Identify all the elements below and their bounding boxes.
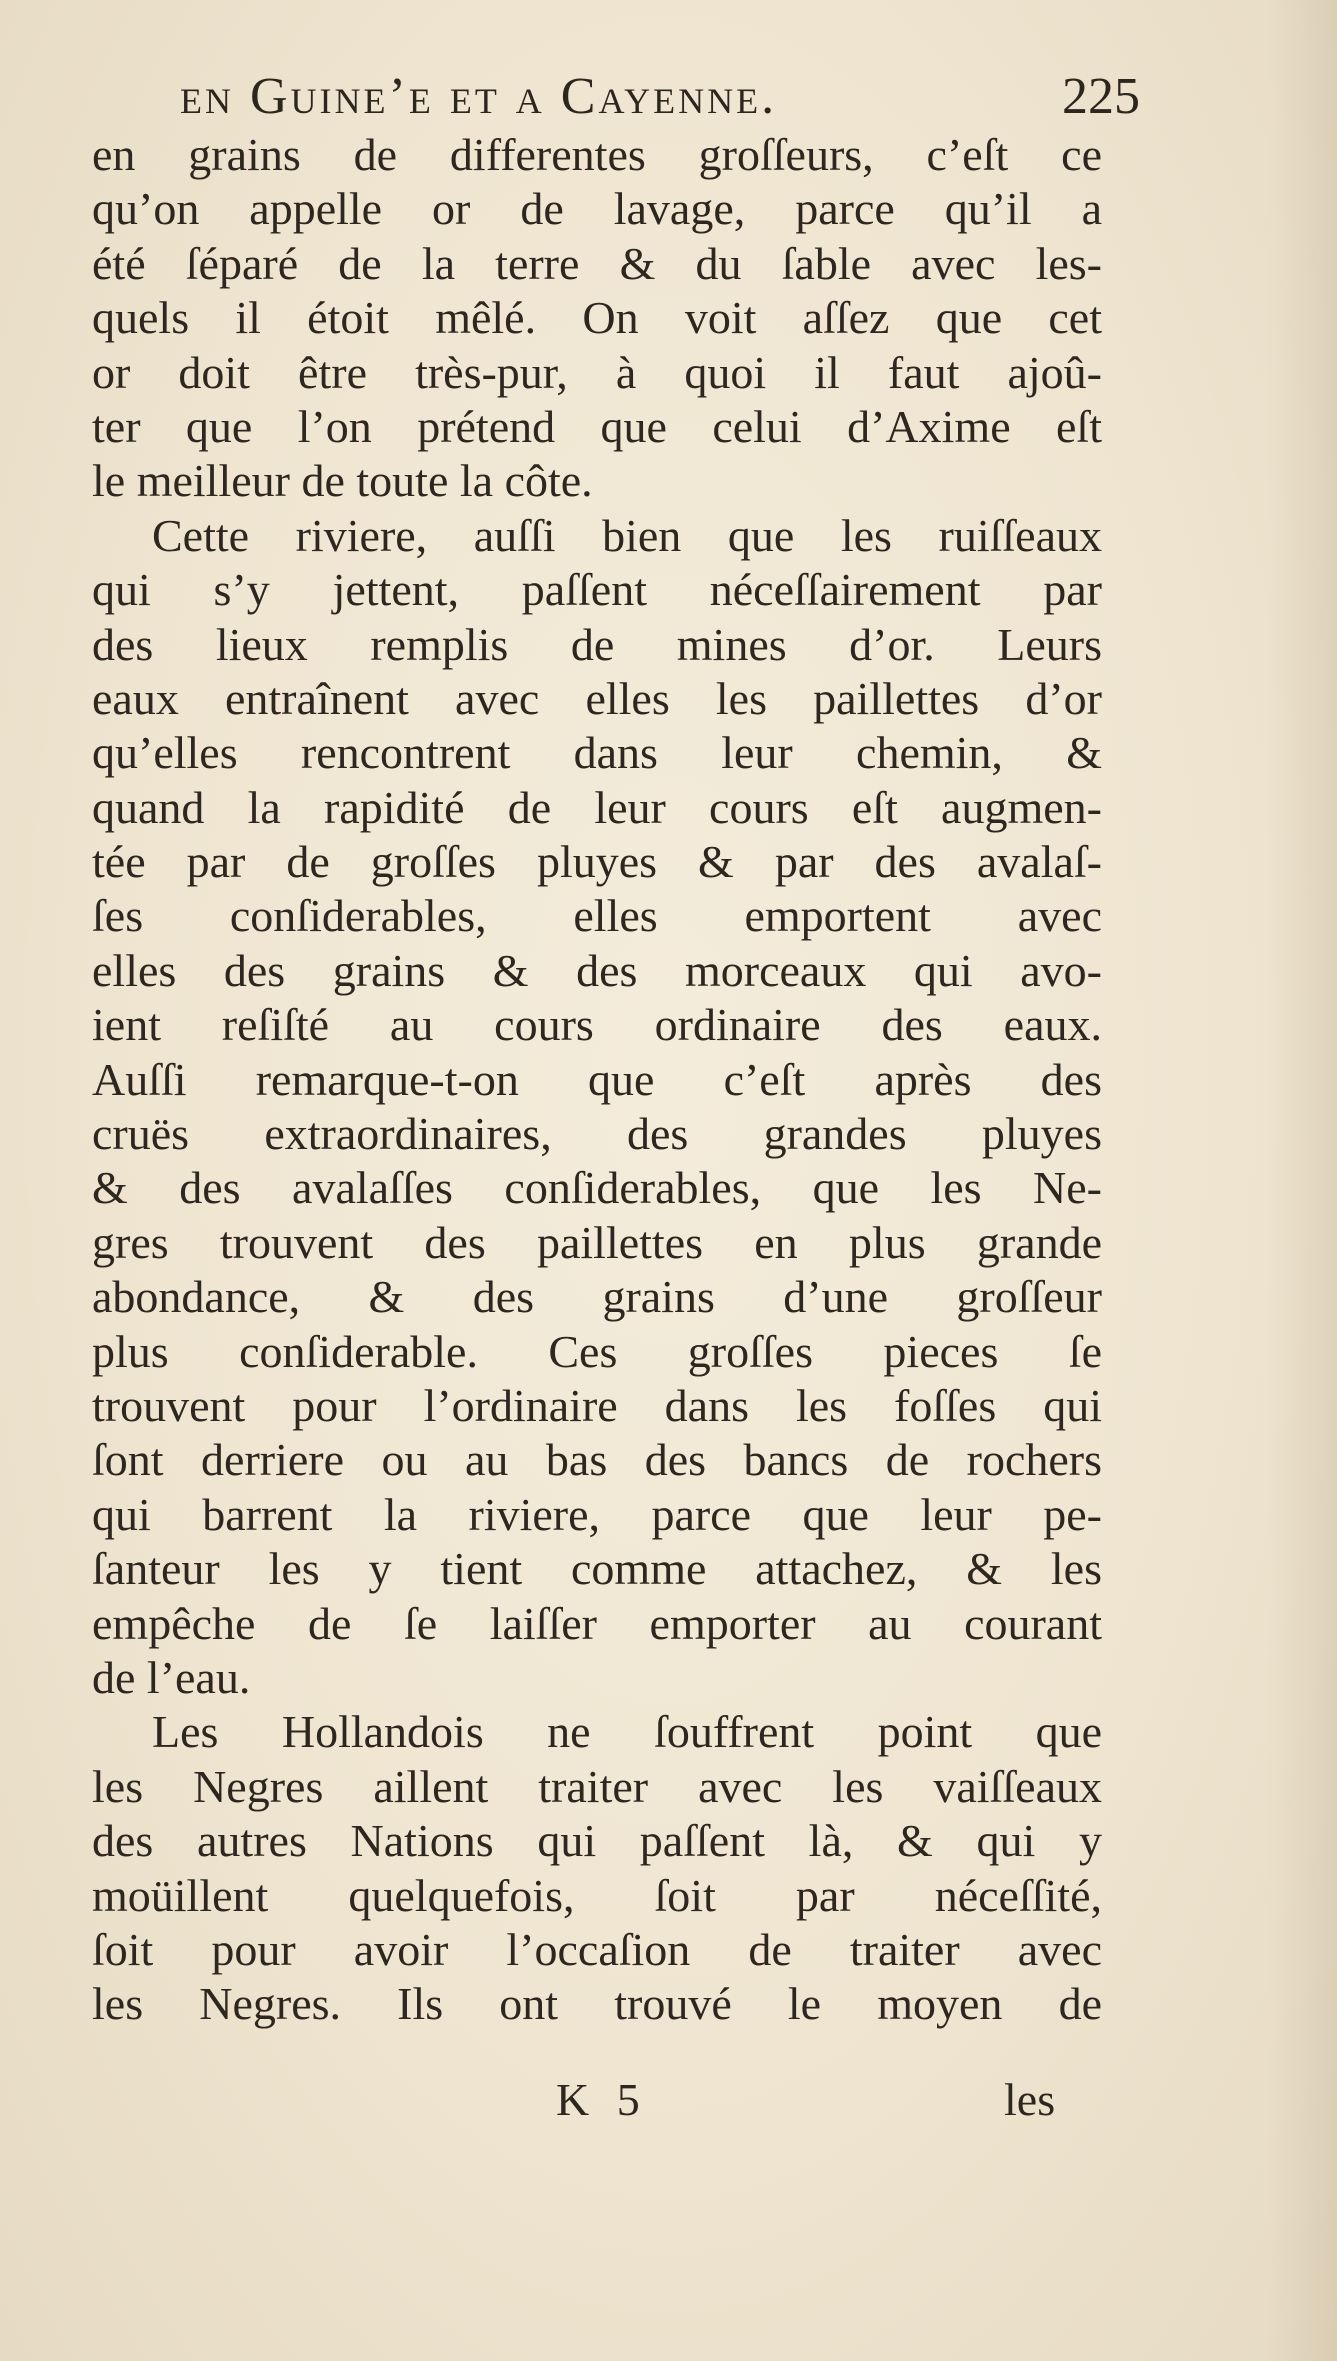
text-line: tée par de groſſes pluyes & par des avalaſ- <box>92 836 1102 888</box>
text-line: des autres Nations qui paſſent là, & qui y <box>92 1815 1102 1867</box>
page-number: 225 <box>1062 68 1140 125</box>
running-title: en Guine’e et a Cayenne. <box>180 68 778 125</box>
page-footer <box>0 2070 1337 2130</box>
text-line: ſoit pour avoir l’occaſion de traiter avec <box>92 1923 1102 1975</box>
text-line: eaux entraînent avec elles les paillettes d’or <box>92 672 1102 724</box>
text-line: ſes conſiderables, elles emportent avec <box>92 890 1102 942</box>
text-line: elles des grains & des morceaux qui avo- <box>92 944 1102 996</box>
text-line: moüillent quelquefois, ſoit par néceſſité, <box>92 1869 1102 1921</box>
page-header <box>180 62 1140 132</box>
text-line: ter que l’on prétend que celui d’Axime eſt <box>92 400 1102 452</box>
text-line: empêche de ſe laiſſer emporter au courant <box>92 1597 1102 1649</box>
text-line: gres trouvent des paillettes en plus grande <box>92 1216 1102 1268</box>
text-line: qui s’y jettent, paſſent néceſſairement par <box>92 564 1102 616</box>
text-line: qu’on appelle or de lavage, parce qu’il a <box>92 183 1102 235</box>
text-line: les Negres aillent traiter avec les vaiſſeaux <box>92 1760 1102 1812</box>
text-line: Les Hollandois ne ſouffrent point que <box>152 1706 1102 1758</box>
text-line: & des avalaſſes conſiderables, que les Ne- <box>92 1162 1102 1214</box>
text-line: or doit être très-pur, à quoi il faut ajoû- <box>92 346 1102 398</box>
text-line: abondance, & des grains d’une groſſeur <box>92 1271 1102 1323</box>
text-line: cruës extraordinaires, des grandes pluyes <box>92 1108 1102 1160</box>
text-line: qui barrent la riviere, parce que leur pe- <box>92 1488 1102 1540</box>
text-line: quels il étoit mêlé. On voit aſſez que cet <box>92 292 1102 344</box>
body-text <box>92 128 1102 2032</box>
text-line: ſont derriere ou au bas des bancs de rochers <box>92 1434 1102 1486</box>
text-line: trouvent pour l’ordinaire dans les foſſes qui <box>92 1379 1102 1431</box>
text-line: les Negres. Ils ont trouvé le moyen de <box>92 1978 1102 2030</box>
signature-mark: K 5 <box>556 2074 648 2125</box>
text-line: des lieux remplis de mines d’or. Leurs <box>92 618 1102 670</box>
text-line: Auſſi remarque-t-on que c’eſt après des <box>92 1053 1102 1105</box>
text-line: le meilleur de toute la côte. <box>92 455 593 507</box>
text-line: été ſéparé de la terre & du ſable avec les- <box>92 237 1102 289</box>
text-line: Cette riviere, auſſi bien que les ruiſſeaux <box>152 509 1102 561</box>
text-line: en grains de differentes groſſeurs, c’eſt ce <box>92 129 1102 180</box>
catchword: les <box>1004 2074 1056 2125</box>
text-line: plus conſiderable. Ces groſſes pieces ſe <box>92 1325 1102 1377</box>
text-line: ient reſiſté au cours ordinaire des eaux. <box>92 999 1102 1051</box>
text-line: quand la rapidité de leur cours eſt augmen- <box>92 781 1102 833</box>
text-line: qu’elles rencontrent dans leur chemin, & <box>92 727 1102 779</box>
text-line: de l’eau. <box>92 1651 251 1703</box>
text-line: ſanteur les y tient comme attachez, & les <box>92 1543 1102 1595</box>
